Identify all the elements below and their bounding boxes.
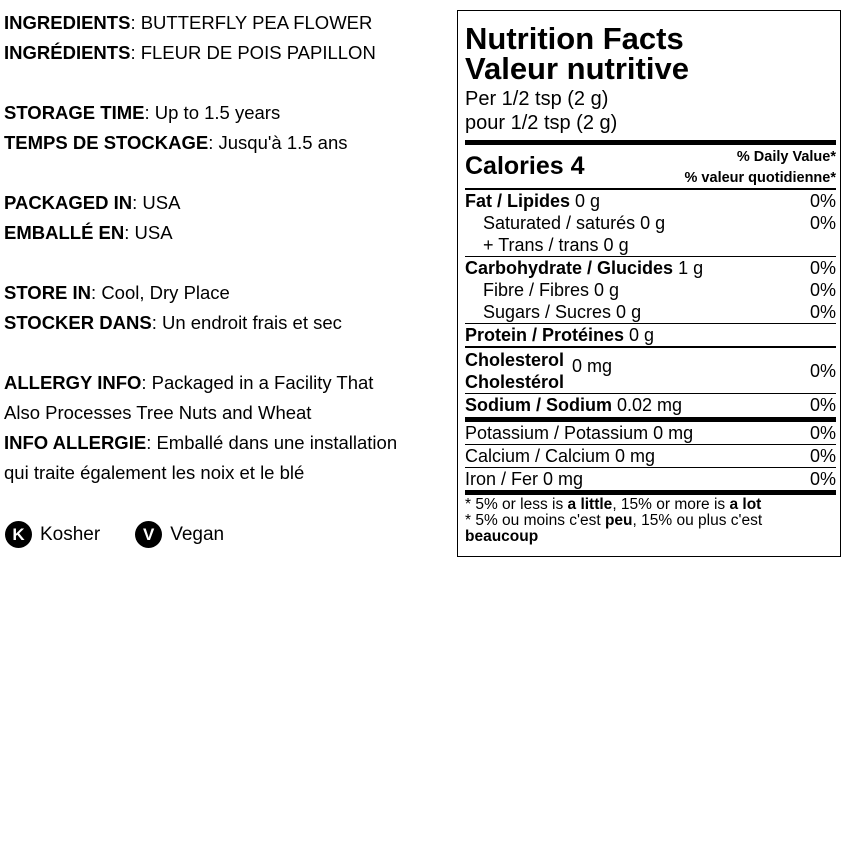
protein-label: Protein / Protéines — [465, 325, 625, 345]
ingredients-fr-value: : FLEUR DE POIS PAPILLON — [130, 42, 376, 63]
serving-fr: pour 1/2 tsp (2 g) — [465, 112, 618, 134]
store-fr — [4, 308, 454, 338]
diet-badges — [5, 521, 259, 548]
vegan-label: Vegan — [170, 523, 225, 545]
fibre-label: Fibre / Fibres 0 g — [483, 280, 620, 300]
sodium-amount: 0.02 mg — [612, 395, 683, 415]
kosher-label: Kosher — [40, 523, 101, 545]
product-info — [4, 8, 454, 488]
allergy-en-value-1: : Packaged in a Facility That — [141, 372, 374, 393]
foot-en-3: , 15% or more is — [612, 496, 730, 513]
daily-value-header — [685, 147, 836, 189]
calories — [465, 147, 585, 181]
foot-en-4: a lot — [729, 496, 762, 513]
iron-label: Iron / Fer 0 mg — [465, 469, 584, 489]
vegan-icon: V — [135, 521, 162, 548]
allergy-en-2 — [4, 398, 454, 428]
foot-fr-2: peu — [604, 512, 633, 529]
kosher-badge — [5, 521, 100, 548]
store-en-value: : Cool, Dry Place — [91, 282, 230, 303]
nutrition-facts-panel — [457, 10, 841, 557]
ingredients-fr — [4, 38, 454, 68]
store-fr-value: : Un endroit frais et sec — [151, 312, 342, 333]
sugars-dv: 0% — [809, 302, 836, 322]
nutrition-title-en: Nutrition Facts — [465, 21, 684, 56]
fibre-row — [465, 279, 836, 301]
packaged-fr — [4, 218, 454, 248]
storage-fr — [4, 128, 454, 158]
nutrition-title-fr: Valeur nutritive — [465, 51, 689, 86]
carb-amount: 1 g — [673, 258, 704, 278]
fibre-dv: 0% — [809, 280, 836, 300]
potassium-dv: 0% — [809, 423, 836, 443]
ingredients-fr-label: INGRÉDIENTS — [4, 42, 131, 63]
packaged-en-label: PACKAGED IN — [4, 192, 133, 213]
storage-fr-label: TEMPS DE STOCKAGE — [4, 132, 209, 153]
storage-en-value: : Up to 1.5 years — [144, 102, 281, 123]
saturated-dv: 0% — [809, 213, 836, 233]
serving-en: Per 1/2 tsp (2 g) — [465, 88, 609, 110]
dv-header-fr: % valeur quotidienne* — [684, 170, 836, 186]
calories-label: Calories — [465, 152, 564, 180]
sodium-dv: 0% — [809, 395, 836, 415]
vegan-badge — [135, 521, 224, 548]
ingredients-en-label: INGREDIENTS — [4, 12, 131, 33]
footnote-en — [465, 497, 836, 513]
dv-header-en: % Daily Value* — [736, 149, 836, 165]
cholesterol — [465, 349, 612, 393]
calcium-label: Calcium / Calcium 0 mg — [465, 446, 656, 466]
storage-en-label: STORAGE TIME — [4, 102, 145, 123]
store-en-label: STORE IN — [4, 282, 92, 303]
fat-label: Fat / Lipides — [465, 191, 571, 211]
cholesterol-label-en: Cholesterol — [465, 350, 565, 370]
calories-value: 4 — [570, 152, 585, 180]
saturated-row — [465, 212, 836, 234]
potassium-label: Potassium / Potassium 0 mg — [465, 423, 694, 443]
trans-row — [465, 234, 836, 256]
sugars-row — [465, 301, 836, 323]
calories-row — [465, 145, 836, 188]
ingredients-en-value: : BUTTERFLY PEA FLOWER — [130, 12, 373, 33]
allergy-fr — [4, 428, 454, 458]
carb-row — [465, 257, 836, 279]
footnote — [465, 495, 836, 545]
storage-fr-value: : Jusqu'à 1.5 ans — [208, 132, 348, 153]
iron-dv: 0% — [809, 469, 836, 489]
saturated-label: Saturated / saturés 0 g — [483, 213, 666, 233]
sugars-label: Sugars / Sucres 0 g — [483, 302, 642, 322]
foot-fr-4: beaucoup — [465, 528, 539, 545]
cholesterol-amount: 0 mg — [572, 356, 613, 376]
store-fr-label: STOCKER DANS — [4, 312, 152, 333]
ingredients-en — [4, 8, 454, 38]
packaged-fr-label: EMBALLÉ EN — [4, 222, 125, 243]
foot-en-1: * 5% or less is — [465, 496, 568, 513]
foot-en-2: a little — [567, 496, 613, 513]
trans-label: + Trans / trans 0 g — [483, 235, 629, 255]
packaged-en — [4, 188, 454, 218]
fat-dv: 0% — [809, 191, 836, 211]
foot-fr-1: * 5% ou moins c'est — [465, 512, 605, 529]
sodium-row — [465, 394, 836, 417]
allergy-en-value-2: Also Processes Tree Nuts and Wheat — [4, 402, 312, 423]
fat-amount: 0 g — [570, 191, 601, 211]
allergy-fr-value-1: : Emballé dans une installation — [146, 432, 398, 453]
iron-row — [465, 468, 836, 490]
carb-label: Carbohydrate / Glucides — [465, 258, 674, 278]
allergy-en-label: ALLERGY INFO — [4, 372, 142, 393]
cholesterol-row — [465, 348, 836, 393]
fat-row — [465, 190, 836, 212]
allergy-fr-value-2: qui traite également les noix et le blé — [4, 462, 305, 483]
storage-en — [4, 98, 454, 128]
footnote-fr — [465, 513, 836, 529]
allergy-fr-2 — [4, 458, 454, 488]
allergy-en — [4, 368, 454, 398]
allergy-fr-label: INFO ALLERGIE — [4, 432, 147, 453]
store-en — [4, 278, 454, 308]
calcium-row — [465, 445, 836, 467]
foot-fr-3: , 15% ou plus c'est — [632, 512, 763, 529]
packaged-fr-value: : USA — [124, 222, 173, 243]
carb-dv: 0% — [809, 258, 836, 278]
sodium-label: Sodium / Sodium — [465, 395, 612, 415]
packaged-en-value: : USA — [132, 192, 181, 213]
calcium-dv: 0% — [809, 446, 836, 466]
kosher-icon: K — [5, 521, 32, 548]
potassium-row — [465, 422, 836, 444]
cholesterol-dv: 0% — [809, 361, 836, 381]
protein-row — [465, 324, 836, 346]
protein-amount: 0 g — [624, 325, 655, 345]
cholesterol-label-fr: Cholestérol — [465, 372, 565, 392]
